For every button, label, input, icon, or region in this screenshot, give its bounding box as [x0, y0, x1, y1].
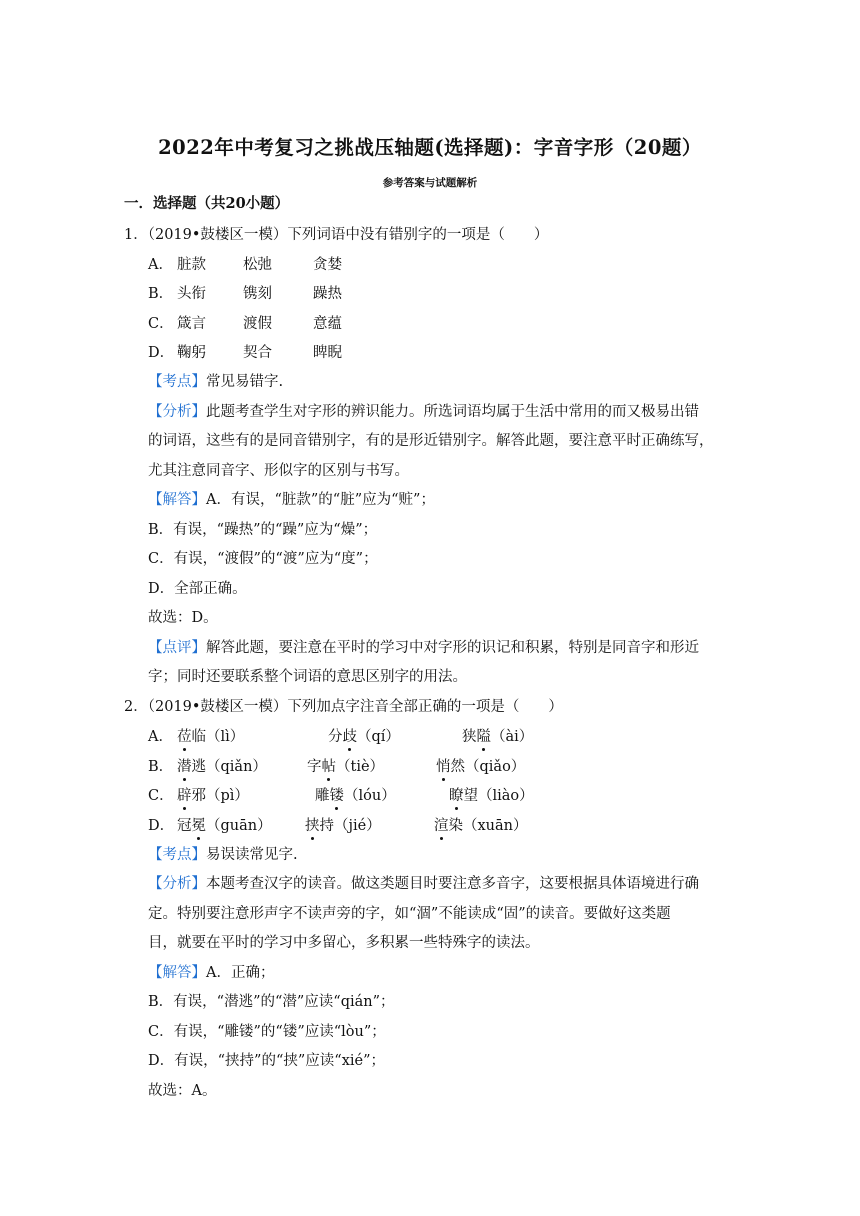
- kaodian: [148, 844, 298, 866]
- pinyin: （ài）: [491, 729, 534, 745]
- dianping-text: 字；同时还要联系整个词语的意思区别字的用法。: [148, 669, 467, 685]
- option-word: 睥睨: [313, 345, 342, 361]
- kaodian-text: 易误读常见字.: [206, 847, 298, 863]
- option-word: 莅临（lì）: [177, 726, 244, 748]
- dianping: [148, 637, 699, 659]
- pinyin: （qiǎo）: [465, 759, 526, 775]
- option-letter: C．: [148, 316, 174, 332]
- pinyin: （xuān）: [463, 818, 528, 834]
- kaodian-tag: 【考点】: [148, 374, 206, 390]
- dotted-char: 挟: [305, 815, 320, 837]
- option-word: 辟邪（pì）: [177, 785, 249, 807]
- option-word: 躁热: [313, 286, 342, 302]
- pinyin: （lóu）: [344, 788, 396, 804]
- option-word: 意蕴: [313, 316, 342, 332]
- option-word: 鞠躬: [177, 345, 206, 361]
- option-word: 悄然（qiǎo）: [436, 756, 525, 778]
- fenxi-text: 尤其注意同音字、形似字的区别与书写。: [148, 463, 409, 479]
- question-stem: 1．（2019•鼓楼区一模）下列词语中没有错别字的一项是（ ）: [124, 227, 549, 243]
- pinyin: （guān）: [206, 818, 272, 834]
- option-letter: D．: [148, 818, 175, 834]
- dotted-char: 镂: [330, 785, 345, 807]
- dotted-char: 渲: [434, 815, 449, 837]
- option-word: 渡假: [243, 316, 272, 332]
- option-word: 冠冕（guān）: [177, 815, 272, 837]
- dianping-text: 解答此题，要注意在平时的学习中对字形的识记和积累，特别是同音字和形近: [206, 640, 699, 656]
- dotted-char: 帖: [322, 756, 337, 778]
- option-word: 雕镂（lóu）: [315, 785, 396, 807]
- fenxi-text: 此题考查学生对字形的辨识能力。所选词语均属于生活中常用的而又极易出错: [206, 404, 699, 420]
- page-title: 2022年中考复习之挑战压轴题(选择题)：字音字形（20题）: [158, 136, 702, 159]
- pinyin: （liào）: [478, 788, 534, 804]
- option-word: 脏款: [177, 257, 206, 273]
- fenxi-text: 目，就要在平时的学习中多留心，多积累一些特殊字的读法。: [148, 935, 540, 951]
- dotted-char: 瞭: [449, 785, 464, 807]
- dotted-char: 冕: [192, 815, 207, 837]
- fenxi-text: 的词语，这些有的是同音错别字，有的是形近错别字。解答此题，要注意平时正确练写，: [148, 433, 714, 449]
- fenxi-tag: 【分析】: [148, 876, 206, 892]
- question-stem: 2．（2019•鼓楼区一模）下列加点字注音全部正确的一项是（ ）: [124, 699, 563, 715]
- jieda: [148, 962, 274, 984]
- option-letter: B．: [148, 759, 174, 775]
- jieda-text: B．有误，“潜逃”的“潜”应读“qián”；: [148, 994, 395, 1010]
- pinyin: （jié）: [334, 818, 381, 834]
- pinyin: （tiè）: [336, 759, 385, 775]
- jieda: [148, 489, 435, 511]
- option-word: 狭隘（ài）: [462, 726, 533, 748]
- subtitle: 参考答案与试题解析: [382, 177, 478, 189]
- option-word: 箴言: [177, 316, 206, 332]
- pinyin: （qiǎn）: [206, 759, 267, 775]
- dotted-char: 潜: [177, 756, 192, 778]
- answer: 故选：A。: [148, 1083, 217, 1099]
- option-word: 挟持（jié）: [305, 815, 381, 837]
- option-word: 分歧（qí）: [328, 726, 400, 748]
- jieda-text: C．有误，“雕镂”的“镂”应读“lòu”；: [148, 1024, 386, 1040]
- dotted-char: 莅: [177, 726, 192, 748]
- dotted-char: 歧: [343, 726, 358, 748]
- dianping-tag: 【点评】: [148, 640, 206, 656]
- section-heading: 一．选择题（共20小题）: [124, 195, 290, 212]
- option-word: 头衔: [177, 286, 206, 302]
- fenxi: [148, 401, 699, 423]
- jieda-text: D．有误，“挟持”的“挟”应读“xié”；: [148, 1053, 385, 1069]
- jieda-text: A．有误，“脏款”的“脏”应为“赃”；: [206, 492, 435, 508]
- fenxi: [148, 873, 699, 895]
- fenxi-tag: 【分析】: [148, 404, 206, 420]
- option-letter: A．: [148, 257, 173, 273]
- pinyin: （qí）: [357, 729, 400, 745]
- jieda-text: C．有误，“渡假”的“渡”应为“度”；: [148, 551, 378, 567]
- jieda-text: B．有误，“躁热”的“躁”应为“燥”；: [148, 522, 378, 538]
- kaodian-tag: 【考点】: [148, 847, 206, 863]
- option-letter: A．: [148, 729, 173, 745]
- kaodian-text: 常见易错字.: [206, 374, 284, 390]
- dotted-char: 悄: [436, 756, 451, 778]
- pinyin: （pì）: [206, 788, 249, 804]
- answer: 故选：D。: [148, 610, 218, 626]
- option-letter: B．: [148, 286, 174, 302]
- option-word: 贪婪: [313, 257, 342, 273]
- jieda-tag: 【解答】: [148, 492, 206, 508]
- kaodian: [148, 371, 283, 393]
- option-word: 松弛: [243, 257, 272, 273]
- option-word: 镌刻: [243, 286, 272, 302]
- option-word: 潜逃（qiǎn）: [177, 756, 267, 778]
- option-letter: D．: [148, 345, 175, 361]
- fenxi-text: 定。特别要注意形声字不读声旁的字，如“涸”不能读成“固”的读音。要做好这类题: [148, 906, 671, 922]
- dotted-char: 隘: [477, 726, 492, 748]
- dotted-char: 辟: [177, 785, 192, 807]
- pinyin: （lì）: [206, 729, 245, 745]
- jieda-text: D．全部正确。: [148, 581, 247, 597]
- jieda-text: A．正确；: [206, 965, 275, 981]
- option-letter: C．: [148, 788, 174, 804]
- jieda-tag: 【解答】: [148, 965, 206, 981]
- fenxi-text: 本题考查汉字的读音。做这类题目时要注意多音字，这要根据具体语境进行确: [206, 876, 699, 892]
- option-word: 字帖（tiè）: [307, 756, 384, 778]
- option-word: 渲染（xuān）: [434, 815, 528, 837]
- option-word: 契合: [243, 345, 272, 361]
- option-word: 瞭望（liào）: [449, 785, 534, 807]
